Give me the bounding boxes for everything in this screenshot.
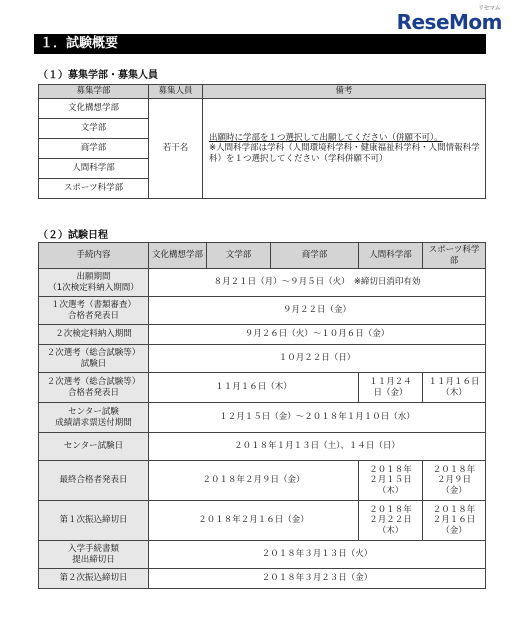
schedule-row — [39, 373, 486, 403]
schedule-row — [39, 297, 486, 325]
faculty-cell: 文学部 — [39, 119, 149, 139]
faculty-cell: 商学部 — [39, 139, 149, 159]
note-line-2: ※人間科学部は学科（人間環境科学科・健康福祉科学科・人間情報科学科）を１つ選択してください（学科併願不可） — [209, 143, 480, 164]
schedule-date: ２０１８年３月２３日（金） — [149, 569, 486, 589]
schedule-date-sports: ２０１８年 ２月９日 （金） — [423, 461, 486, 501]
schedule-row — [39, 325, 486, 345]
procedure-label: 最終合格者発表日 — [39, 461, 149, 501]
schedule-date-ningen: １１月２４ 日（金） — [359, 373, 423, 403]
procedure-label: ２次選考（総合試験等） 試験日 — [39, 345, 149, 373]
header-note: 備考 — [203, 85, 486, 99]
schedule-date: ９月２２日（金） — [149, 297, 486, 325]
page-heading: １．試験概要 — [34, 34, 486, 54]
schedule-row — [39, 569, 486, 589]
procedure-label: 出願期間 （1次検定料納入期間） — [39, 269, 149, 297]
schedule-table — [38, 242, 486, 589]
schedule-date: １２月１５日（金）～２０１８年１月１０日（水） — [149, 403, 486, 433]
schedule-row — [39, 403, 486, 433]
schedule-row — [39, 433, 486, 461]
schedule-date-sports: １１月１６日（木） — [423, 373, 486, 403]
quota-table — [38, 84, 486, 199]
schedule-date: ９月２６日（火）～１０月６日（金） — [149, 325, 486, 345]
procedure-label: 入学手続書類 提出締切日 — [39, 541, 149, 569]
logo-subtext: リセマム — [478, 5, 500, 12]
header-shogaku: 商学部 — [271, 243, 359, 269]
schedule-date-sports: ２０１８年 ２月１６日 （金） — [423, 501, 486, 541]
header-sports: スポーツ科学部 — [423, 243, 486, 269]
logo-text: ReseMom — [396, 10, 502, 34]
schedule-row — [39, 269, 486, 297]
header-procedure: 手続内容 — [39, 243, 149, 269]
note-line-1: 出願時に学部を１つ選択して出願してください（併願不可）。 — [209, 132, 443, 143]
faculty-cell: 文化構想学部 — [39, 99, 149, 119]
schedule-date-ningen: ２０１８年 ２月２２日 （木） — [359, 501, 423, 541]
schedule-date: ２０１８年３月１３日（火） — [149, 541, 486, 569]
schedule-date: ２０１８年２月１６日（金） — [149, 501, 359, 541]
schedule-row — [39, 501, 486, 541]
procedure-label: センター試験 成績請求票送付期間 — [39, 403, 149, 433]
procedure-label: １次選考（書類審査） 合格者発表日 — [39, 297, 149, 325]
schedule-date-ningen: ２０１８年 ２月１５日 （木） — [359, 461, 423, 501]
section2-title: （２）試験日程 — [38, 230, 108, 241]
schedule-date: １１月１６日（木） — [149, 373, 359, 403]
schedule-date: １０月２２日（日） — [149, 345, 486, 373]
schedule-date: ２０１８年２月９日（金） — [149, 461, 359, 501]
section1-title: （１）募集学部・募集人員 — [38, 70, 158, 81]
schedule-date: ８月２１日（月）～９月５日（火） ※締切日消印有効 — [149, 269, 486, 297]
schedule-row — [39, 461, 486, 501]
procedure-label: 第１次振込締切日 — [39, 501, 149, 541]
procedure-label: ２次選考（総合試験等） 合格者発表日 — [39, 373, 149, 403]
faculty-cell: 人間科学部 — [39, 159, 149, 179]
procedure-label: 第２次振込締切日 — [39, 569, 149, 589]
logo — [396, 5, 502, 34]
note-cell — [203, 99, 486, 199]
procedure-label: ２次検定料納入期間 — [39, 325, 149, 345]
quota-cell: 若干名 — [149, 99, 203, 199]
schedule-row — [39, 541, 486, 569]
header-quota: 募集人員 — [149, 85, 203, 99]
header-bunka: 文化構想学部 — [149, 243, 207, 269]
schedule-row — [39, 345, 486, 373]
header-ningen: 人間科学部 — [359, 243, 423, 269]
header-bungaku: 文学部 — [207, 243, 271, 269]
faculty-cell: スポーツ科学部 — [39, 179, 149, 199]
header-faculty: 募集学部 — [39, 85, 149, 99]
schedule-date: ２０１８年１月１３日（土）、１４日（日） — [149, 433, 486, 461]
procedure-label: センター試験日 — [39, 433, 149, 461]
